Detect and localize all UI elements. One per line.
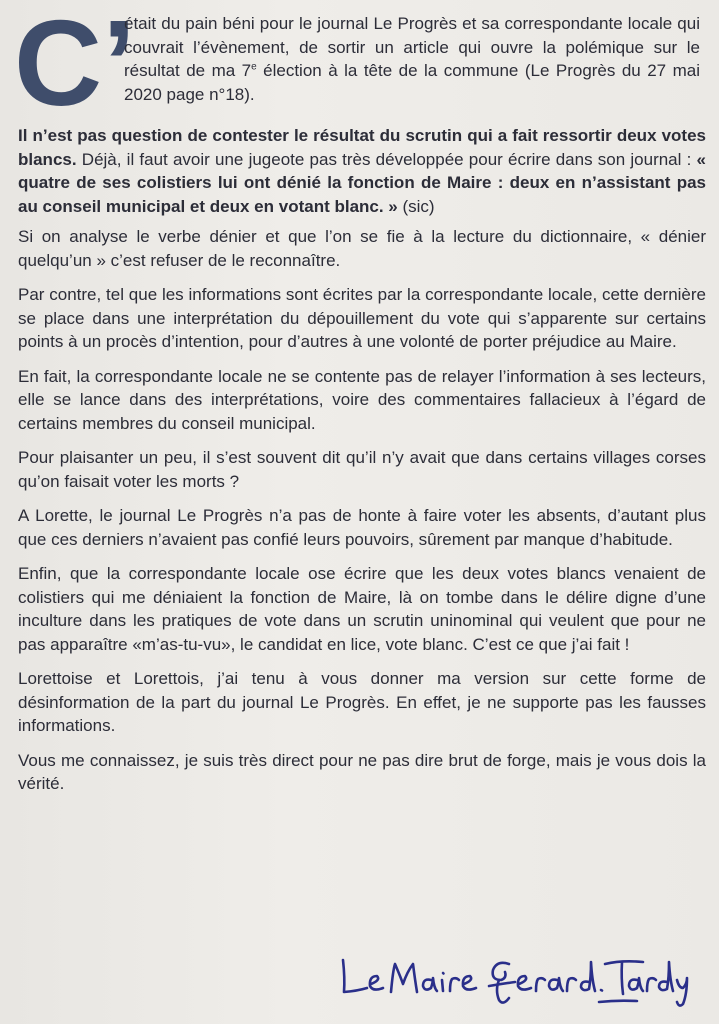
p1-bold: Il n’est pas question de contester le résultat du scrutin qui a fait ressortir deux votes blancs. [18,126,706,169]
paragraph-3: Par contre, tel que les informations sont écrites par la correspondante locale, cette dernière se place dans une interprétation du dépouillement du vote qui s’apparente sur certains points à un procès d’intention, pour d’autres à une volonté de porter préjudice au Maire. [18,285,706,351]
paragraph-5: Pour plaisanter un peu, il s’est souvent dit qu’il n’y avait que dans certains villages corses qu’on faisait voter les morts ? [18,448,706,491]
intro-main: était du pain béni pour le journal Le Progrès et sa correspondante locale qui couvrait l’évènement, de sortir un article qui ouvre la polémique sur le résultat de ma 7 [124,14,700,80]
paragraph-8: Lorettoise et Lorettois, j’ai tenu à vous donner ma version sur cette forme de désinformation de la part du journal Le Progrès. En effet, je ne supporte pas les fausses informations. [18,669,706,735]
p1-text: Déjà, il faut avoir une jugeote pas très développée pour écrire dans son journal : [76,149,697,169]
intro-tail: élection à la tête de la commune (Le Progrès du 27 mai 2020 page n°18). [124,61,700,104]
p1-quote: « quatre de ses colistiers lui ont dénié la fonction de Maire : deux en n’assistant pas au conseil municipal et deux en votant blanc. » [18,149,706,216]
handwritten-signature-image [337,950,697,1010]
paragraph-1 [18,124,706,218]
signature [337,950,697,1010]
paragraph-2: Si on analyse le verbe dénier et que l’on se fie à la lecture du dictionnaire, « dénier quelqu’un » c’est refuser de le reconnaître. [18,227,706,270]
p1-sic: (sic) [397,196,435,216]
paragraph-9: Vous me connaissez, je suis très direct pour ne pas dire brut de forge, mais je vous dois la vérité. [18,750,706,793]
intro-superscript: e [251,61,257,73]
paragraph-4: En fait, la correspondante locale ne se contente pas de relayer l’information à ses lecteurs, elle se lance dans des interprétations, voire des commentaires fallacieux à l’égard de certains membres du conseil municipal. [18,366,706,433]
paragraph-7: Enfin, que la correspondante locale ose écrire que les deux votes blancs venaient de colistiers qui me déniaient la fonction de Maire, là on tombe dans le délire digne d’une inculture dans les pratiques de vote dans un scrutin uninominal qui veulent que pour ne pas apparaître «m’as-tu-vu», le candidat en lice, vote blanc. C’est ce que j’ai fait ! [18,564,706,654]
article-body [18,124,706,807]
paragraph-6: A Lorette, le journal Le Progrès n’a pas de honte à faire voter les absents, d’autant plus que ces derniers n’avaient pas confié leurs pouvoirs, sûrement par manque d’habitude. [18,506,706,549]
intro-paragraph [124,12,700,106]
drop-cap: C’ [14,0,136,131]
